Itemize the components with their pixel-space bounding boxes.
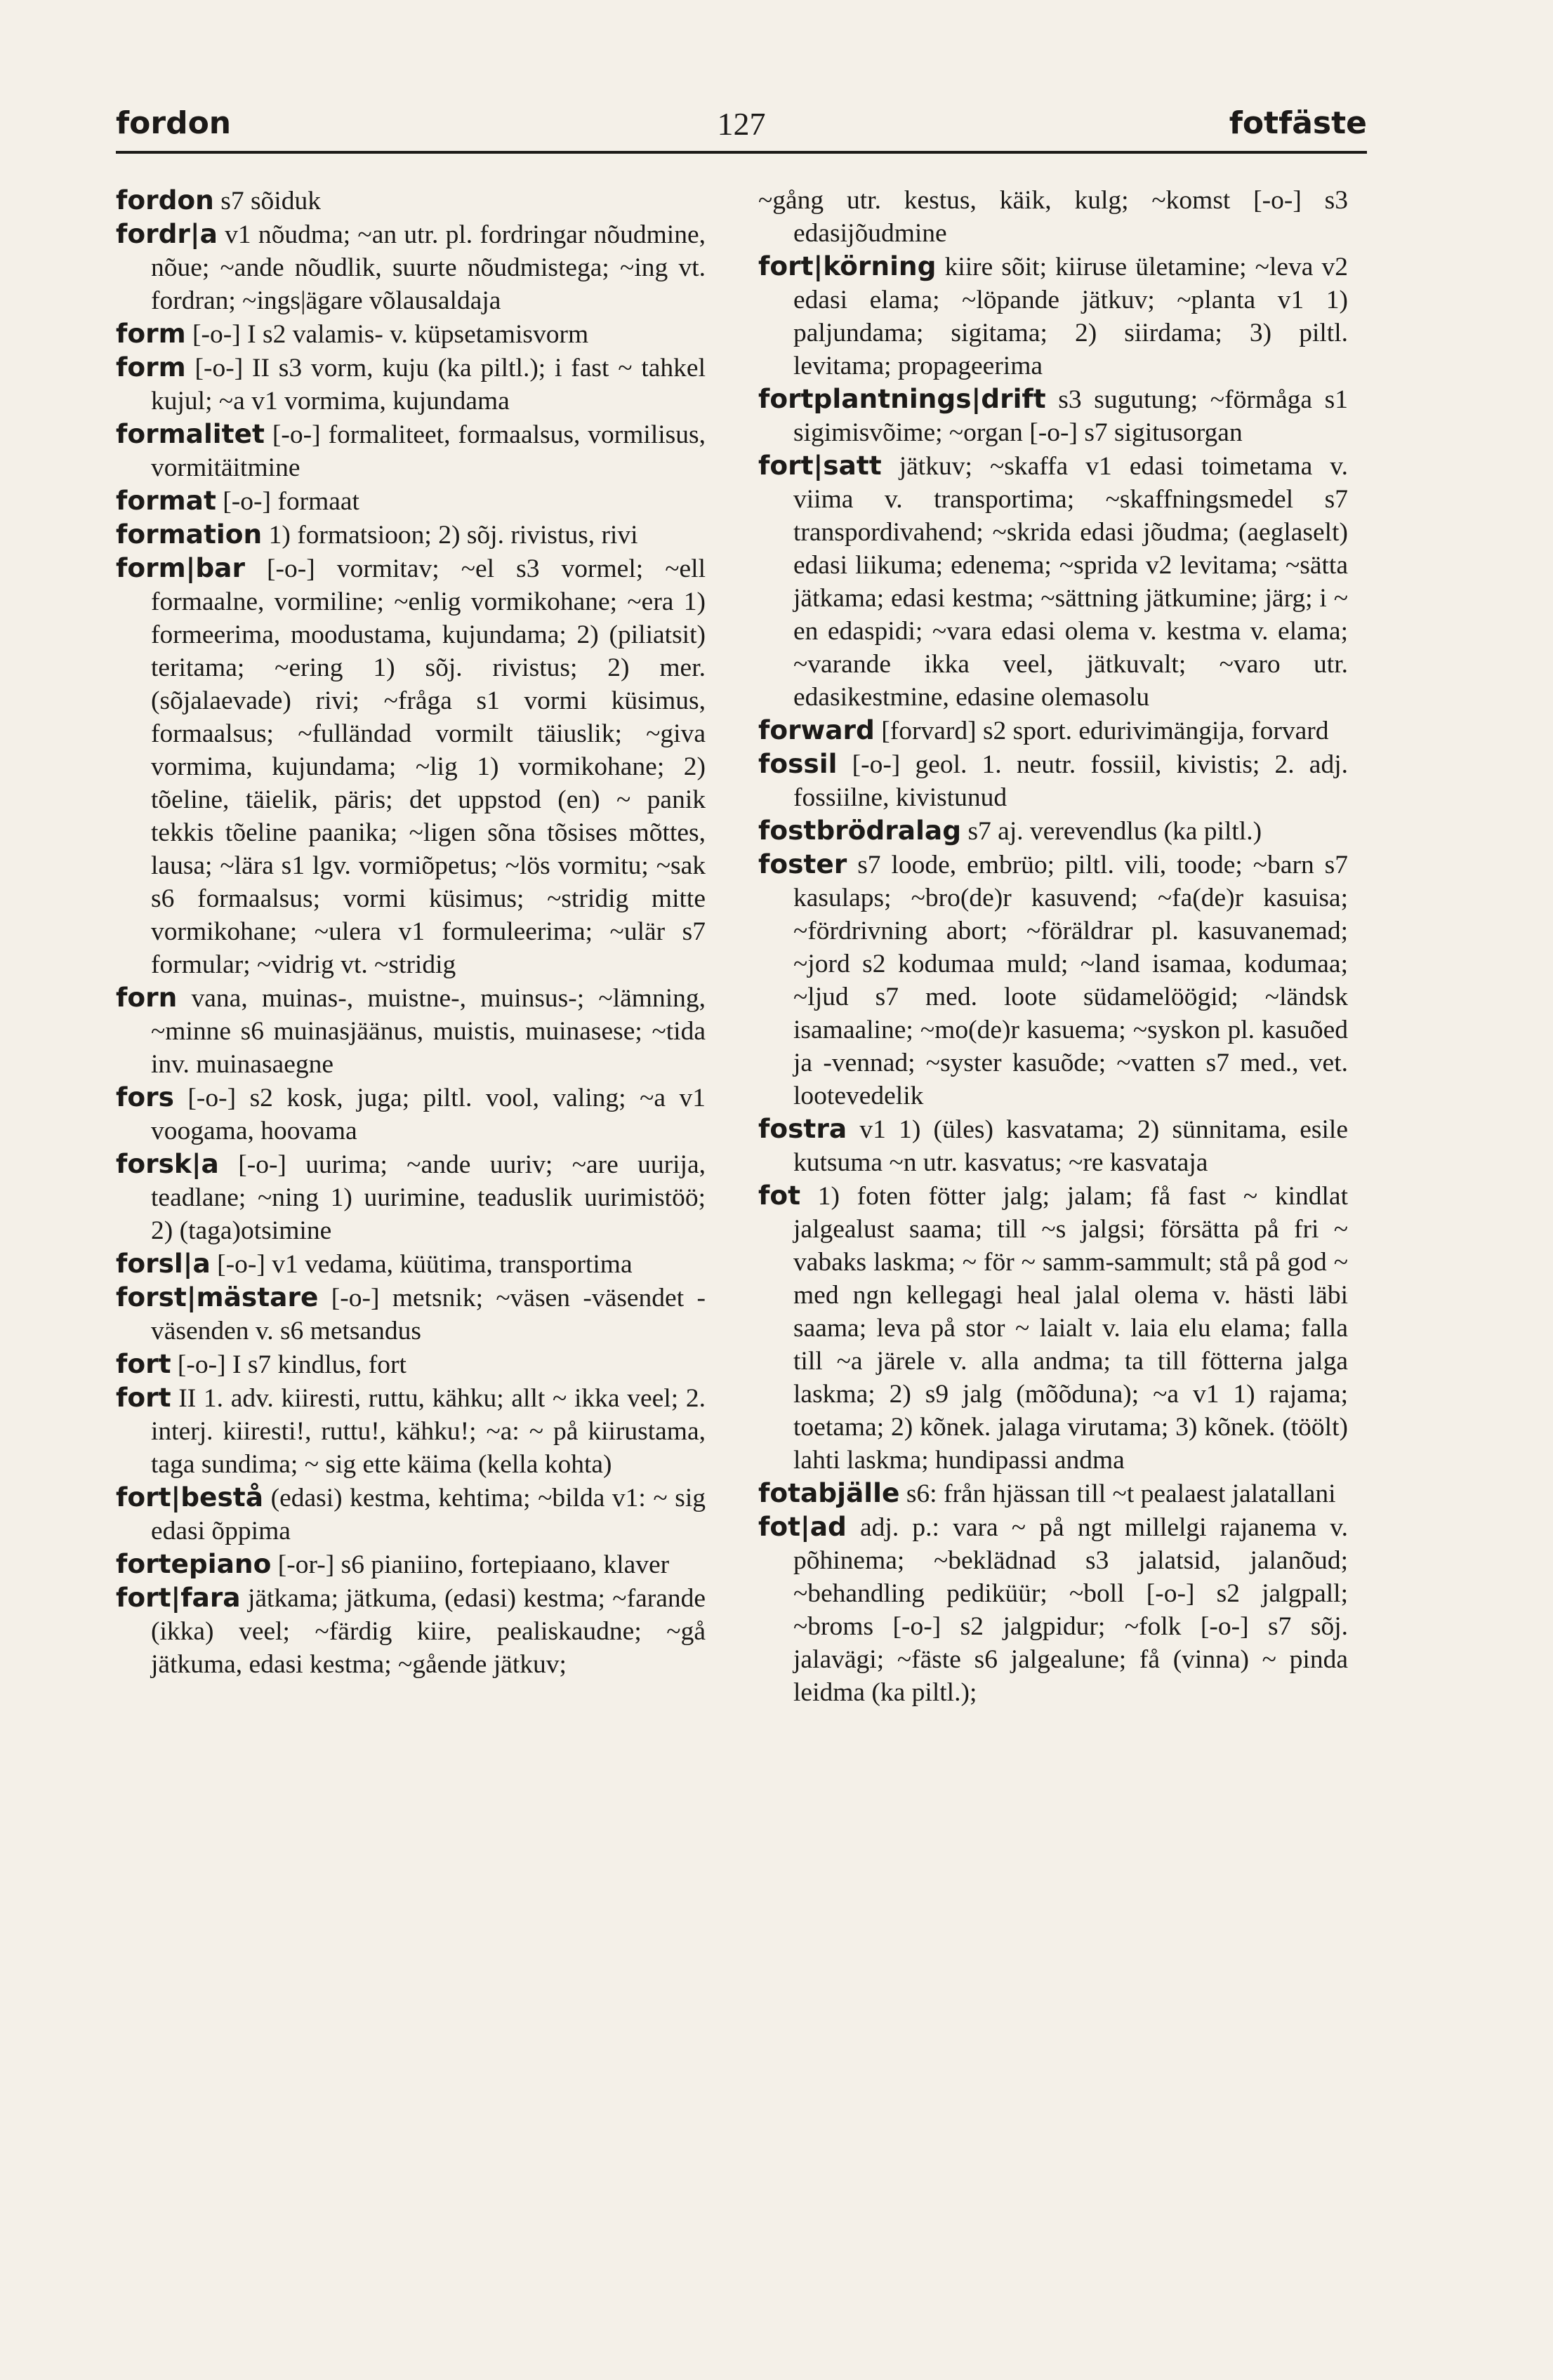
entry-headword: fordon — [116, 185, 214, 215]
page-header — [116, 105, 1367, 154]
entry-headword: form|bar — [116, 552, 245, 583]
dictionary-entry — [116, 518, 706, 552]
entry-definition: [-o-] II s3 vorm, kuju (ka piltl.); i fast ~ tahkel kujul; ~a v1 vormima, kujundama — [151, 354, 706, 415]
entry-definition: [-o-] v1 vedama, küütima, transportima — [210, 1250, 633, 1279]
entry-definition: [-o-] vormitav; ~el s3 vormel; ~ell formaalne, vormiline; ~enlig vormikohane; ~era 1) formeerima, moodustama, kujundama; 2) (piliatsit) teritama; ~ering 1) sõj. rivistus; 2) mer. (sõjalaevade) rivi; ~fråga s1 vormi küsimus, formaalsus; ~fulländad vormilt täiuslik; ~giva vormima, kujundama; ~lig 1) vormikohane; 2) tõeline, täielik, päris; det uppstod (en) ~ panik tekkis tõeline paanika; ~ligen sõna tõsises mõttes, lausa; ~lära s1 lgv. vormiõpetus; ~lös vormitu; ~sak s6 formaalsus; vormi küsimus; ~stridig mitte vormikohane; ~ulera v1 formuleerima; ~ulär s7 formular; ~vidrig vt. ~stridig — [151, 554, 706, 979]
dictionary-entry — [116, 1348, 706, 1381]
header-rule — [116, 151, 1367, 154]
entry-headword: fot|ad — [758, 1511, 847, 1542]
dictionary-entry — [116, 218, 706, 317]
entry-definition: v1 nõudma; ~an utr. pl. fordringar nõudmine, nõue; ~ande nõudlik, suurte nõudmistega; ~ing vt. fordran; ~ings|ägare võlausaldaja — [151, 220, 706, 315]
entry-headword: fostra — [758, 1113, 847, 1144]
entry-definition: s6: från hjässan till ~t pealaest jalatallani — [899, 1480, 1336, 1508]
left-guide-word: fordon — [116, 105, 232, 141]
entry-definition: [-o-] geol. 1. neutr. fossiil, kivistis; 2. adj. fossiilne, kivistunud — [793, 750, 1348, 812]
entry-headword: fort — [116, 1348, 171, 1379]
dictionary-entry — [116, 351, 706, 418]
entry-headword: format — [116, 485, 216, 516]
dictionary-entry — [116, 1581, 706, 1681]
dictionary-entry — [758, 449, 1348, 714]
entry-definition: jätkama; jätkuma, (edasi) kestma; ~farande (ikka) veel; ~färdig kiire, pealiskaudne; ~gå jätkuma, edasi kestma; ~gående jätkuv; — [151, 1584, 706, 1679]
dictionary-entry — [758, 184, 1348, 250]
entry-definition: [-o-] s2 kosk, juga; piltl. vool, valing; ~a v1 voogama, hoovama — [151, 1084, 706, 1145]
entry-definition: [-o-] formaliteet, formaalsus, vormilisus, vormitäitmine — [151, 420, 706, 482]
dictionary-entry — [758, 747, 1348, 814]
entry-headword: forst|mästare — [116, 1282, 319, 1312]
entry-headword: fort|satt — [758, 450, 882, 481]
left-column — [116, 184, 706, 1681]
dictionary-entry — [116, 484, 706, 518]
dictionary-entry — [758, 1510, 1348, 1709]
entry-definition: jätkuv; ~skaffa v1 edasi toimetama v. viima v. transportima; ~skaffningsmedel s7 transpordivahend; ~skrida edasi jõudma; (aeglaselt) edasi liikuma; edenema; ~sprida v2 levitama; ~sätta jätkama; edasi kestma; ~sättning jätkumine; järg; i ~ en edaspidi; ~vara edasi olema v. kestma v. elama; ~varande ikka veel, jätkuvalt; ~varo utr. edasikestmine, edasine olemasolu — [793, 452, 1348, 712]
entry-headword: fordr|a — [116, 218, 218, 249]
entry-definition: II 1. adv. kiiresti, ruttu, kähku; allt ~ ikka veel; 2. interj. kiiresti!, ruttu!, kähku!; ~a: ~ på kiirustama, taga sundima; ~ sig ette käima (kella kohta) — [151, 1384, 706, 1479]
entry-definition: [-o-] I s2 valamis- v. küpsetamisvorm — [185, 320, 589, 349]
entry-headword: forward — [758, 714, 875, 745]
entry-definition: s7 aj. verevendlus (ka piltl.) — [961, 817, 1262, 846]
entry-definition: adj. p.: vara ~ på ngt millelgi rajanema v. põhinema; ~beklädnad s3 jalatsid, jalanõud; ~behandling pediküür; ~boll [-o-] s2 jalgpall; ~broms [-o-] s2 jalgpidur; ~folk [-o-] s7 sõj. jalavägi; ~fäste s6 jalgealune; få (vinna) ~ pinda leidma (ka piltl.); — [793, 1513, 1348, 1707]
entry-headword: fostbrödralag — [758, 815, 962, 846]
entry-headword: fort|körning — [758, 251, 937, 281]
dictionary-entry — [758, 250, 1348, 383]
entry-definition: [-o-] I s7 kindlus, fort — [171, 1350, 407, 1379]
dictionary-entry — [758, 848, 1348, 1112]
entry-headword: fors — [116, 1082, 174, 1112]
entry-definition: 1) foten fötter jalg; jalam; få fast ~ kindlat jalgealust saama; till ~s jalgsi; försätta på fri ~ vabaks laskma; ~ för ~ samm-sammult; stå på god ~ med ngn kellegagi heal jalal olema v. hästi läbi saama; leva på stor ~ laialt v. laia elu elama; falla till ~a järele v. alla andma; ta till fötterna jalga laskma; 2) s9 jalg (mõõduna); ~a v1 1) rajama; toetama; 2) kõnek. jalaga virutama; 3) kõnek. (töölt) lahti laskma; hundipassi andma — [793, 1182, 1348, 1475]
dictionary-entry — [758, 814, 1348, 848]
dictionary-entry — [116, 552, 706, 981]
entry-headword: fossil — [758, 748, 838, 779]
entry-definition: v1 1) (üles) kasvatama; 2) sünnitama, esile kutsuma ~n utr. kasvatus; ~re kasvataja — [793, 1115, 1348, 1177]
entry-headword: forn — [116, 982, 178, 1013]
dictionary-entry — [116, 1281, 706, 1348]
entry-definition: s7 loode, embrüo; piltl. vili, toode; ~barn s7 kasulaps; ~bro(de)r kasuvend; ~fa(de)r kasuisa; ~fördrivning abort; ~föräldrar pl. kasuvanemad; ~jord s2 kodumaa muld; ~land isamaa, kodumaa; ~ljud s7 med. loote südamelöögid; ~ländsk isamaaline; ~mo(de)r kasuema; ~syskon pl. kasuõed ja -vennad; ~syster kasuõde; ~vatten s7 med., vet. lootevedelik — [793, 851, 1348, 1110]
dictionary-entry — [116, 1548, 706, 1581]
entry-definition: kiire sõit; kiiruse ületamine; ~leva v2 edasi elama; ~löpande jätkuv; ~planta v1 1) paljundama; sigitama; 2) siirdama; 3) piltl. levitama; propageerima — [793, 253, 1348, 380]
entry-headword: fort — [116, 1382, 171, 1413]
dictionary-entry — [116, 317, 706, 351]
dictionary-entry — [116, 1148, 706, 1247]
entry-definition: (edasi) kestma, kehtima; ~bilda v1: ~ sig edasi õppima — [151, 1484, 706, 1545]
entry-headword: fortepiano — [116, 1548, 272, 1579]
entry-headword: fotabjälle — [758, 1477, 900, 1508]
dictionary-entry — [116, 418, 706, 484]
entry-headword: fot — [758, 1180, 801, 1211]
entry-headword: fort|fara — [116, 1582, 241, 1613]
entry-headword: formation — [116, 519, 263, 550]
dictionary-entry — [116, 184, 706, 218]
entry-headword: form — [116, 352, 186, 383]
entry-definition: [-or-] s6 pianiino, fortepiaano, klaver — [271, 1550, 670, 1579]
entry-definition: s7 sõiduk — [213, 187, 321, 215]
dictionary-entry — [116, 1381, 706, 1481]
dictionary-entry — [116, 1481, 706, 1548]
entry-headword: form — [116, 318, 186, 349]
entry-definition: [-o-] uurima; ~ande uuriv; ~are uurija, teadlane; ~ning 1) uurimine, teaduslik uurimistöö; 2) (taga)otsimine — [151, 1150, 706, 1245]
dictionary-entry — [758, 1112, 1348, 1179]
dictionary-entry — [758, 383, 1348, 449]
entry-definition: [-o-] metsnik; ~väsen -väsendet -väsenden v. s6 metsandus — [151, 1284, 706, 1345]
entry-definition: s3 sugutung; ~förmåga s1 sigimisvõime; ~organ [-o-] s7 sigitusorgan — [793, 385, 1348, 447]
entry-definition: ~gång utr. kestus, käik, kulg; ~komst [-o-] s3 edasijõudmine — [758, 186, 1348, 248]
dictionary-entry — [116, 1081, 706, 1148]
entry-definition: [-o-] formaat — [216, 487, 359, 516]
dictionary-entry — [116, 1247, 706, 1281]
entry-headword: forsk|a — [116, 1148, 219, 1179]
entry-headword: forsl|a — [116, 1248, 211, 1279]
entry-headword: fortplantnings|drift — [758, 383, 1046, 414]
dictionary-entry — [758, 714, 1348, 747]
dictionary-entry — [758, 1477, 1348, 1510]
right-guide-word: fotfäste — [1229, 105, 1367, 141]
entry-definition: vana, muinas-, muistne-, muinsus-; ~lämning, ~minne s6 muinasjäänus, muistis, muinasese; ~tida inv. muinasaegne — [151, 984, 706, 1079]
entry-headword: foster — [758, 849, 847, 879]
right-column — [758, 184, 1348, 1709]
dictionary-entry — [758, 1179, 1348, 1477]
entry-definition: 1) formatsioon; 2) sõj. rivistus, rivi — [262, 521, 638, 550]
entry-definition: [forvard] s2 sport. edurivimängija, forvard — [874, 717, 1329, 745]
dictionary-entry — [116, 981, 706, 1081]
entry-headword: formalitet — [116, 418, 265, 449]
entry-headword: fort|bestå — [116, 1482, 264, 1513]
page-number: 127 — [717, 106, 766, 142]
